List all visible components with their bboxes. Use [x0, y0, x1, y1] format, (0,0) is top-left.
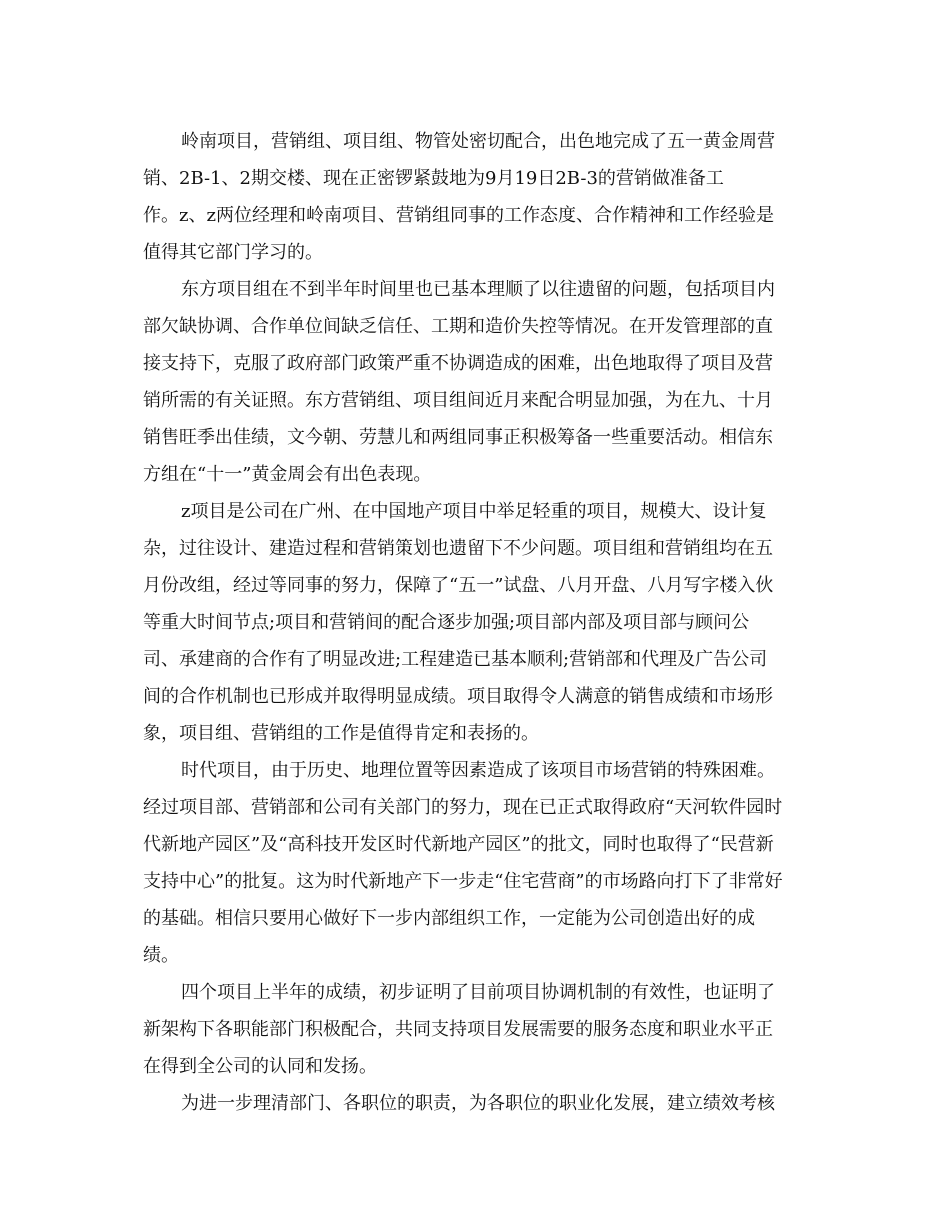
text-line: 为进一步理清部门、各职位的职责，为各职位的职业化发展，建立绩效考核 — [181, 1093, 775, 1114]
text-line: 绩。 — [143, 945, 179, 966]
text-line: 月份改组，经过等同事的努力，保障了“五一”试盘、八月开盘、八月写字楼入伙 — [143, 575, 774, 596]
text-line: 销所需的有关证照。东方营销组、项目组间近月来配合明显加强，为在九、十月 — [143, 390, 773, 411]
text-line: 销、2B-1、2期交楼、现在正密锣紧鼓地为9月19日2B-3的营销做准备工 — [143, 168, 724, 189]
text-line: 象，项目组、营销组的工作是值得肯定和表扬的。 — [143, 723, 539, 744]
text-line: 方组在“十一”黄金周会有出色表现。 — [143, 464, 432, 485]
text-line: 岭南项目，营销组、项目组、物管处密切配合，出色地完成了五一黄金周营 — [181, 131, 775, 152]
text-line: 接支持下，克服了政府部门政策严重不协调造成的困难，出色地取得了项目及营 — [143, 353, 773, 374]
text-line: 作。z、z两位经理和岭南项目、营销组同事的工作态度、合作精神和工作经验是 — [143, 205, 774, 226]
text-line: 代新地产园区”及“高科技开发区时代新地产园区”的批文，同时也取得了“民营新 — [143, 834, 774, 855]
text-line: 四个项目上半年的成绩，初步证明了目前项目协调机制的有效性，也证明了 — [181, 982, 775, 1003]
text-line: 销售旺季出佳绩，文今朝、劳慧儿和两组同事正积极筹备一些重要活动。相信东 — [143, 427, 773, 448]
text-line: 杂，过往设计、建造过程和营销策划也遗留下不少问题。项目组和营销组均在五 — [143, 538, 773, 559]
text-line: 间的合作机制也已形成并取得明显成绩。项目取得令人满意的销售成绩和市场形 — [143, 686, 773, 707]
text-line: 等重大时间节点;项目和营销间的配合逐步加强;项目部内部及项目部与顾问公 — [143, 612, 750, 633]
text-line: 在得到全公司的认同和发扬。 — [143, 1056, 377, 1077]
text-line: 部欠缺协调、合作单位间缺乏信任、工期和造价失控等情况。在开发管理部的直 — [143, 316, 773, 337]
text-line: 支持中心”的批复。这为时代新地产下一步走“住宅营商”的市场路向打下了非常好 — [143, 871, 783, 892]
text-line: 时代项目，由于历史、地理位置等因素造成了该项目市场营销的特殊困难。 — [181, 760, 775, 781]
text-line: 的基础。相信只要用心做好下一步内部组织工作，一定能为公司创造出好的成 — [143, 908, 755, 929]
text-line: z项目是公司在广州、在中国地产项目中举足轻重的项目，规模大、设计复 — [181, 501, 767, 522]
text-line: 经过项目部、营销部和公司有关部门的努力，现在已正式取得政府“天河软件园时 — [143, 797, 783, 818]
text-line: 司、承建商的合作有了明显改进;工程建造已基本顺利;营销部和代理及广告公司 — [143, 649, 768, 670]
text-line: 新架构下各职能部门积极配合，共同支持项目发展需要的服务态度和职业水平正 — [143, 1019, 773, 1040]
text-line: 值得其它部门学习的。 — [143, 242, 323, 263]
text-line: 东方项目组在不到半年时间里也已基本理顺了以往遗留的问题，包括项目内 — [181, 279, 775, 300]
